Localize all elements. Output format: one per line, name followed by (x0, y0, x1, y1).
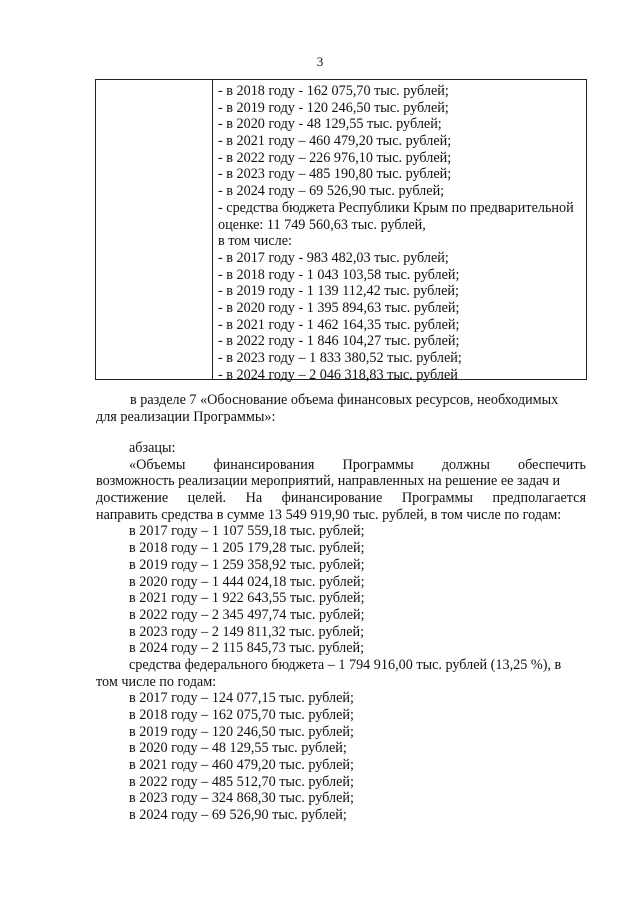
table-line: - в 2021 году – 460 479,20 тыс. рублей; (218, 133, 452, 150)
paragraphs-block (96, 440, 586, 824)
year-total-line: в 2019 году – 1 259 358,92 тыс. рублей; (129, 556, 365, 573)
table-line: - в 2019 году - 1 139 112,42 тыс. рублей; (218, 283, 459, 300)
table-line: в том числе: (218, 233, 292, 250)
table-line: - в 2021 году - 1 462 164,35 тыс. рублей; (218, 316, 460, 333)
table-line: - в 2020 году - 1 395 894,63 тыс. рублей; (218, 299, 460, 316)
table-line: - в 2017 году - 983 482,03 тыс. рублей; (218, 249, 449, 266)
year-federal-line: в 2017 году – 124 077,15 тыс. рублей; (129, 690, 354, 707)
federal-budget-line: средства федерального бюджета – 1 794 916,00 тыс. рублей (13,25 %), в (129, 656, 562, 673)
year-total-line: в 2023 году – 2 149 811,32 тыс. рублей; (129, 623, 365, 640)
federal-budget-line: том числе по годам: (96, 673, 217, 690)
year-federal-line: в 2021 году – 460 479,20 тыс. рублей; (129, 757, 354, 774)
year-federal-line: в 2018 году – 162 075,70 тыс. рублей; (129, 707, 354, 723)
paragraph-line: возможность реализации мероприятий, направленных на решение ее задач и (96, 473, 561, 490)
table-line: - в 2024 году – 69 526,90 тыс. рублей; (218, 183, 445, 200)
abzacy-label: абзацы: (129, 440, 176, 456)
year-federal-line: в 2022 году – 485 512,70 тыс. рублей; (129, 773, 354, 790)
year-total-line: в 2024 году – 2 115 845,73 тыс. рублей; (129, 640, 365, 657)
table-line: - в 2018 году - 1 043 103,58 тыс. рублей; (218, 266, 460, 283)
table-line: оценке: 11 749 560,63 тыс. рублей, (218, 216, 426, 233)
financing-table (95, 79, 587, 383)
table-line: - в 2023 году – 1 833 380,52 тыс. рублей; (218, 350, 462, 366)
year-federal-line: в 2020 году – 48 129,55 тыс. рублей; (129, 740, 347, 757)
paragraph-line: «Объемы финансирования Программы должны обеспечить (129, 456, 586, 473)
year-total-line: в 2017 году – 1 107 559,18 тыс. рублей; (129, 523, 365, 540)
table-line: - в 2023 году – 485 190,80 тыс. рублей; (218, 166, 452, 183)
year-federal-line: в 2024 году – 69 526,90 тыс. рублей; (129, 807, 347, 824)
table-line: - в 2019 году - 120 246,50 тыс. рублей; (218, 99, 449, 116)
year-federal-line: в 2023 году – 324 868,30 тыс. рублей; (129, 790, 354, 807)
table-line: - в 2022 году – 226 976,10 тыс. рублей; (218, 149, 452, 166)
table-column-divider (212, 80, 213, 379)
paragraph-line: направить средства в сумме 13 549 919,90 тыс. рублей, в том числе по годам: (96, 506, 562, 523)
year-total-line: в 2020 году – 1 444 024,18 тыс. рублей; (129, 573, 365, 590)
year-total-line: в 2018 году – 1 205 179,28 тыс. рублей; (129, 540, 365, 557)
year-total-line: в 2022 году – 2 345 497,74 тыс. рублей; (129, 606, 365, 623)
page-number: 3 (316, 54, 324, 69)
table-line: - в 2022 году - 1 846 104,27 тыс. рублей; (218, 333, 460, 350)
table-line: - в 2018 году - 162 075,70 тыс. рублей; (218, 83, 449, 99)
year-federal-line: в 2019 году – 120 246,50 тыс. рублей; (129, 723, 354, 740)
section-7-intro (96, 392, 586, 425)
year-total-line: в 2021 году – 1 922 643,55 тыс. рублей; (129, 590, 365, 607)
table-line: - в 2024 году – 2 046 318,83 тыс. рублей (218, 366, 458, 383)
section-intro-line: в разделе 7 «Обоснование объема финансовых ресурсов, необходимых (130, 392, 559, 408)
paragraph-line: достижение целей. На финансирование Программы предполагается (96, 490, 586, 507)
table-right-cell (218, 83, 586, 383)
section-intro-line: для реализации Программы»: (96, 408, 276, 425)
table-line: - в 2020 году - 48 129,55 тыс. рублей; (218, 116, 442, 133)
table-line: - средства бюджета Республики Крым по предварительной (218, 199, 574, 216)
